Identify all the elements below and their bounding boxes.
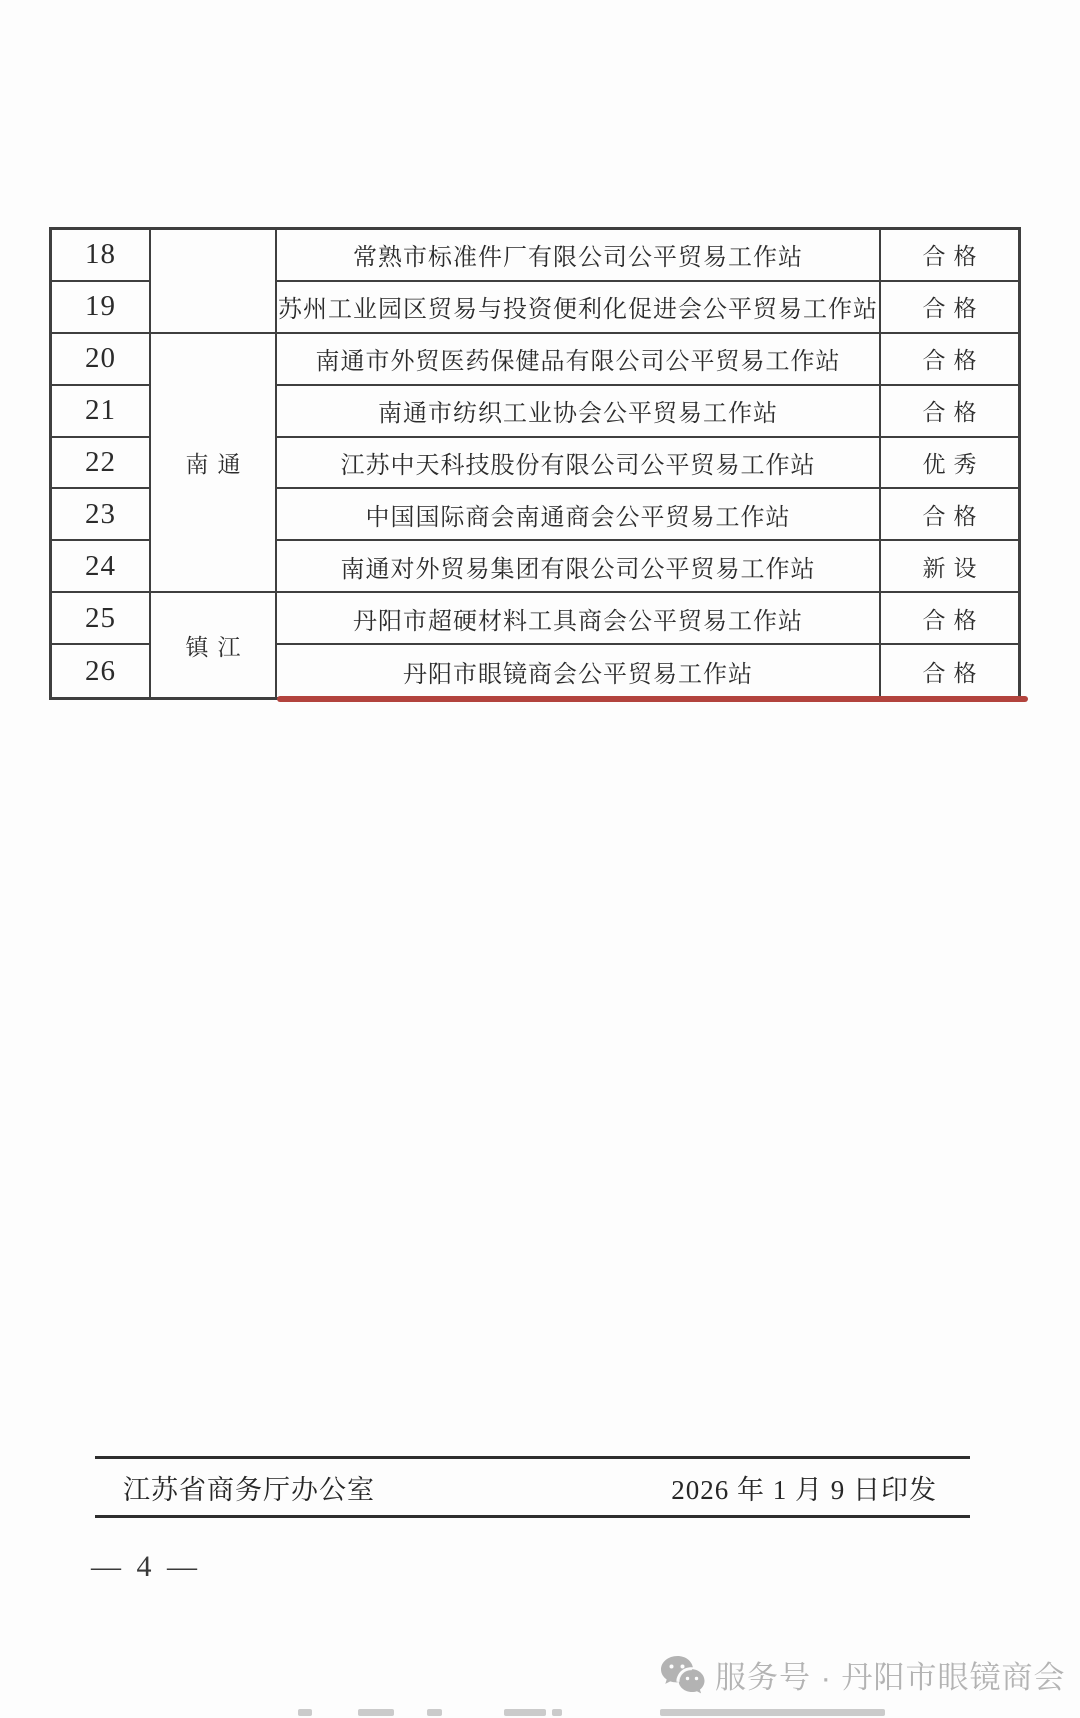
row-number-cell: 19 bbox=[52, 282, 151, 334]
row-number-cell: 22 bbox=[52, 438, 151, 490]
row-number-cell: 21 bbox=[52, 386, 151, 438]
row-number-cell: 26 bbox=[52, 645, 151, 697]
row-number-cell: 23 bbox=[52, 489, 151, 541]
org-name-cell: 丹阳市超硬材料工具商会公平贸易工作站 bbox=[277, 593, 881, 645]
org-name-cell: 南通市外贸医药保健品有限公司公平贸易工作站 bbox=[277, 334, 881, 386]
city-cell-blank bbox=[151, 230, 277, 334]
wechat-watermark bbox=[660, 1652, 1066, 1697]
wechat-account-label: 服务号 · 丹阳市眼镜商会 bbox=[715, 1660, 1066, 1695]
print-date: 2026 年 1 月 9 日印发 bbox=[671, 1474, 937, 1505]
result-cell: 合格 bbox=[881, 593, 1018, 645]
issuing-office: 江苏省商务厅办公室 bbox=[123, 1474, 375, 1505]
fair-trade-workstation-table bbox=[49, 227, 1021, 700]
org-name-cell: 南通市纺织工业协会公平贸易工作站 bbox=[277, 386, 881, 438]
row-number-cell: 18 bbox=[52, 230, 151, 282]
result-cell: 合格 bbox=[881, 282, 1018, 334]
result-cell: 合格 bbox=[881, 489, 1018, 541]
org-name-cell: 江苏中天科技股份有限公司公平贸易工作站 bbox=[277, 438, 881, 490]
org-name-cell: 苏州工业园区贸易与投资便利化促进会公平贸易工作站 bbox=[277, 282, 881, 334]
result-cell: 优秀 bbox=[881, 438, 1018, 490]
result-cell: 合格 bbox=[922, 660, 985, 686]
city-cell-zhenjiang: 镇江 bbox=[151, 593, 277, 697]
page-number: — 4 — bbox=[91, 1550, 201, 1583]
highlight-underline bbox=[277, 696, 1028, 702]
wechat-icon bbox=[660, 1655, 706, 1695]
result-cell: 合格 bbox=[881, 386, 1018, 438]
result-cell: 合格 bbox=[881, 334, 1018, 386]
city-cell-nantong: 南通 bbox=[151, 334, 277, 593]
colophon-rule-bottom bbox=[95, 1515, 970, 1518]
org-name-cell: 中国国际商会南通商会公平贸易工作站 bbox=[277, 489, 881, 541]
org-name-cell: 常熟市标准件厂有限公司公平贸易工作站 bbox=[277, 230, 881, 282]
row-number-cell: 25 bbox=[52, 593, 151, 645]
row-number-cell: 24 bbox=[52, 541, 151, 593]
row-number-cell: 20 bbox=[52, 334, 151, 386]
colophon-rule-top bbox=[95, 1456, 970, 1459]
result-cell: 合格 bbox=[881, 230, 1018, 282]
org-name-cell: 南通对外贸易集团有限公司公平贸易工作站 bbox=[277, 541, 881, 593]
org-name-cell: 丹阳市眼镜商会公平贸易工作站 bbox=[277, 645, 881, 697]
result-cell: 新设 bbox=[881, 541, 1018, 593]
colophon bbox=[95, 1461, 970, 1513]
